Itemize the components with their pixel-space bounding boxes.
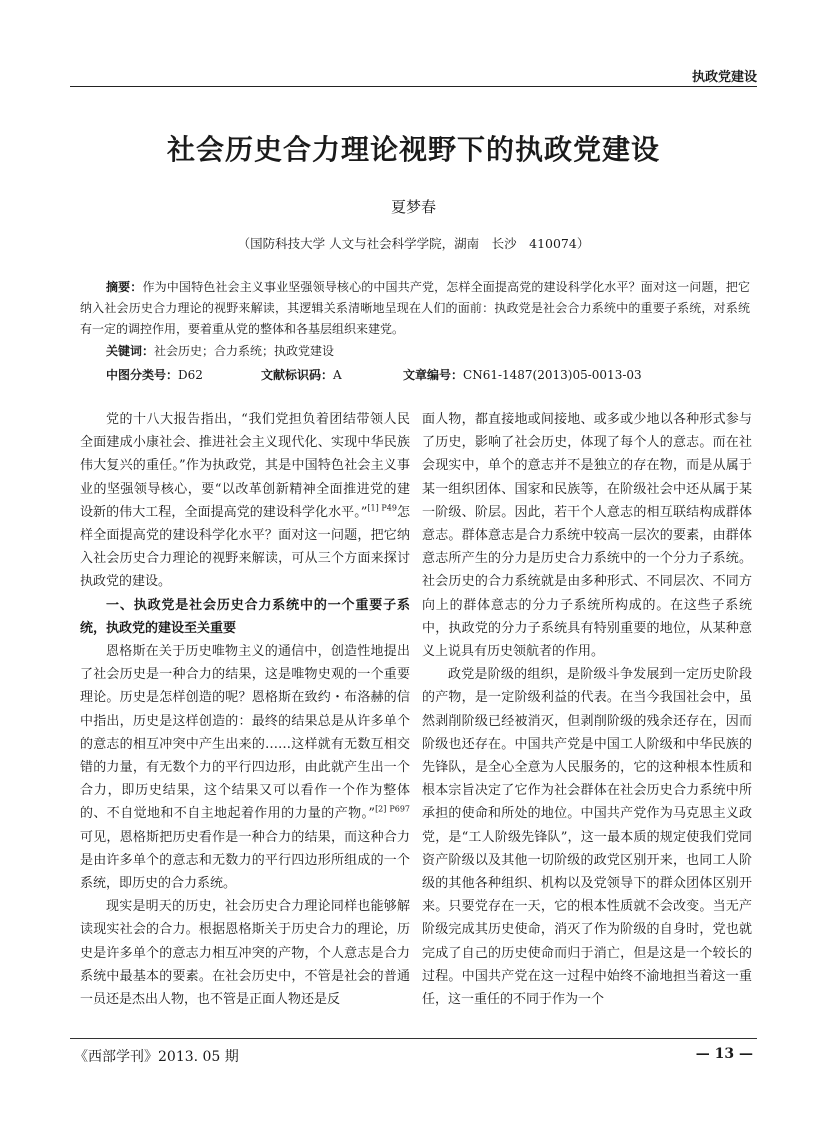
- abstract: [80, 277, 750, 340]
- keywords-text: 社会历史；合力系统；执政党建设: [154, 344, 335, 358]
- paragraph-text: 可见，恩格斯把历史看作是一种合力的结果，而这种合力是由许多单个的意志和无数力的平行四边形所组成的一个系统，即历史的合力系统。: [80, 829, 410, 892]
- footer-rule: [70, 1038, 757, 1039]
- paragraph: 政党是阶级的组织，是阶级斗争发展到一定历史阶段的产物，是一定阶级利益的代表。在当今我国社会中，虽然剥削阶级已经被消灭，但剥削阶级的残余还存在，因而阶级也还存在。中国共产党是中国工人阶级和中华民族的先锋队，是全心全意为人民服务的，它的这种根本性质和根本宗旨决定了它作为社会群体在社会历史合力系统中所承担的使命和所处的地位。中国共产党作为马克思主义政党，是“工人阶级先锋队”，这一最本质的规定使我们党同资产阶级以及其他一切阶级的政党区别开来，也同工人阶级的其他各种组织、机构以及党领导下的群众团体区别开来。只要党存在一天，它的根本性质就不会改变。当无产阶级完成其历史使命，消灭了作为阶级的自身时，党也就完成了自己的历史使命而归于消亡，但是这是一个较长的过程。中国共产党在这一过程中始终不渝地担当着这一重任，这一重任的不同于作为一个: [422, 667, 752, 1008]
- art-value: CN61-1487(2013)05-0013-03: [463, 368, 642, 382]
- left-column: [80, 408, 410, 1011]
- citation: [1] P49: [367, 503, 397, 513]
- page-number: — 13 —: [695, 1046, 753, 1062]
- art-label: 文章编号：: [403, 368, 464, 382]
- section-header: 执政党建设: [691, 70, 757, 85]
- paragraph-text: 怎样全面提高党的建设科学化水平？面对这一问题，把它纳入社会历史合力理论的视野来解读，可从三个方面来探讨执政党的建设。: [80, 504, 410, 590]
- paragraph: [80, 408, 410, 594]
- author: 夏梦春: [390, 198, 436, 216]
- doc-value: A: [333, 368, 342, 382]
- keywords: [106, 342, 334, 359]
- clc-code: [106, 366, 203, 383]
- doc-label: 文献标识码：: [261, 368, 334, 382]
- section-heading: 一、执政党是社会历史合力系统中的一个重要子系统，执政党的建设至关重要: [80, 597, 410, 636]
- abstract-label: 摘要：: [106, 280, 143, 294]
- paragraph: 现实是明天的历史，社会历史合力理论同样也能够解读现实社会的合力。根据恩格斯关于历史合力的理论，历史是许多单个的意志力相互冲突的产物，个人意志是合力系统中最基本的要素。在社会历史中，不管是社会的普通一员还是杰出人物，也不管是正面人物还是反: [80, 899, 410, 1008]
- affiliation: （国防科技大学 人文与社会科学学院，湖南 长沙 410074）: [237, 236, 590, 251]
- right-column: [422, 408, 752, 1011]
- header-rule: [70, 86, 757, 87]
- article-title: 社会历史合力理论视野下的执政党建设: [166, 133, 660, 166]
- paragraph-text: 党的十八大报告指出，“我们党担负着团结带领人民全面建成小康社会、推进社会主义现代化、实现中华民族伟大复兴的重任。”作为执政党，其是中国特色社会主义事业的坚强领导核心，要“以改革创新精神全面推进党的建设新的伟大工程，全面提高党的建设科学化水平。”: [80, 412, 410, 520]
- classification-row: [106, 366, 666, 386]
- doc-code: [261, 366, 342, 383]
- paragraph-text: 恩格斯在关于历史唯物主义的通信中，创造性地提出了社会历史是一种合力的结果，这是唯物史观的一个重要理论。历史是怎样创造的呢？恩格斯在致约・布洛赫的信中指出，历史是这样创造的：最终的结果总是从许多单个的意志的相互冲突中产生出来的……这样就有无数互相交错的力量，有无数个力的平行四边形，由此就产生出一个合力，即历史结果，这个结果又可以看作一个作为整体的、不自觉地和不自主地起着作用的力量的产物。”: [80, 644, 410, 822]
- paragraph: [80, 640, 410, 895]
- article-number: [403, 366, 642, 383]
- keywords-label: 关键词：: [106, 344, 155, 358]
- clc-label: 中图分类号：: [106, 368, 179, 382]
- paragraph: 面人物，都直接地或间接地、或多或少地以各种形式参与了历史，影响了社会历史，体现了每个人的意志。而在社会现实中，单个的意志并不是独立的存在物，而是从属于某一组织团体、国家和民族等，在阶级社会中还从属于某一阶级、阶层。因此，若干个人意志的相互联结构成群体意志。群体意志是合力系统中较高一层次的要素，由群体意志所产生的分力是历史合力系统中的一个分力子系统。社会历史的合力系统就是由多种形式、不同层次、不同方向上的群体意志的分力子系统所构成的。在这些子系统中，执政党的分力子系统具有特别重要的地位，从某种意义上说具有历史领航者的作用。: [422, 412, 752, 660]
- citation: [2] P697: [375, 805, 410, 815]
- clc-value: D62: [178, 368, 203, 382]
- abstract-text: 作为中国特色社会主义事业坚强领导核心的中国共产党，怎样全面提高党的建设科学化水平？面对这一问题，把它纳入社会历史合力理论的视野来解读，其逻辑关系清晰地呈现在人们的面前：执政党是社会合力系统中的重要子系统，对系统有一定的调控作用，要着重从党的整体和各基层组织来建党。: [80, 280, 750, 336]
- journal-name: 《西部学刊》2013. 05 期: [74, 1049, 239, 1065]
